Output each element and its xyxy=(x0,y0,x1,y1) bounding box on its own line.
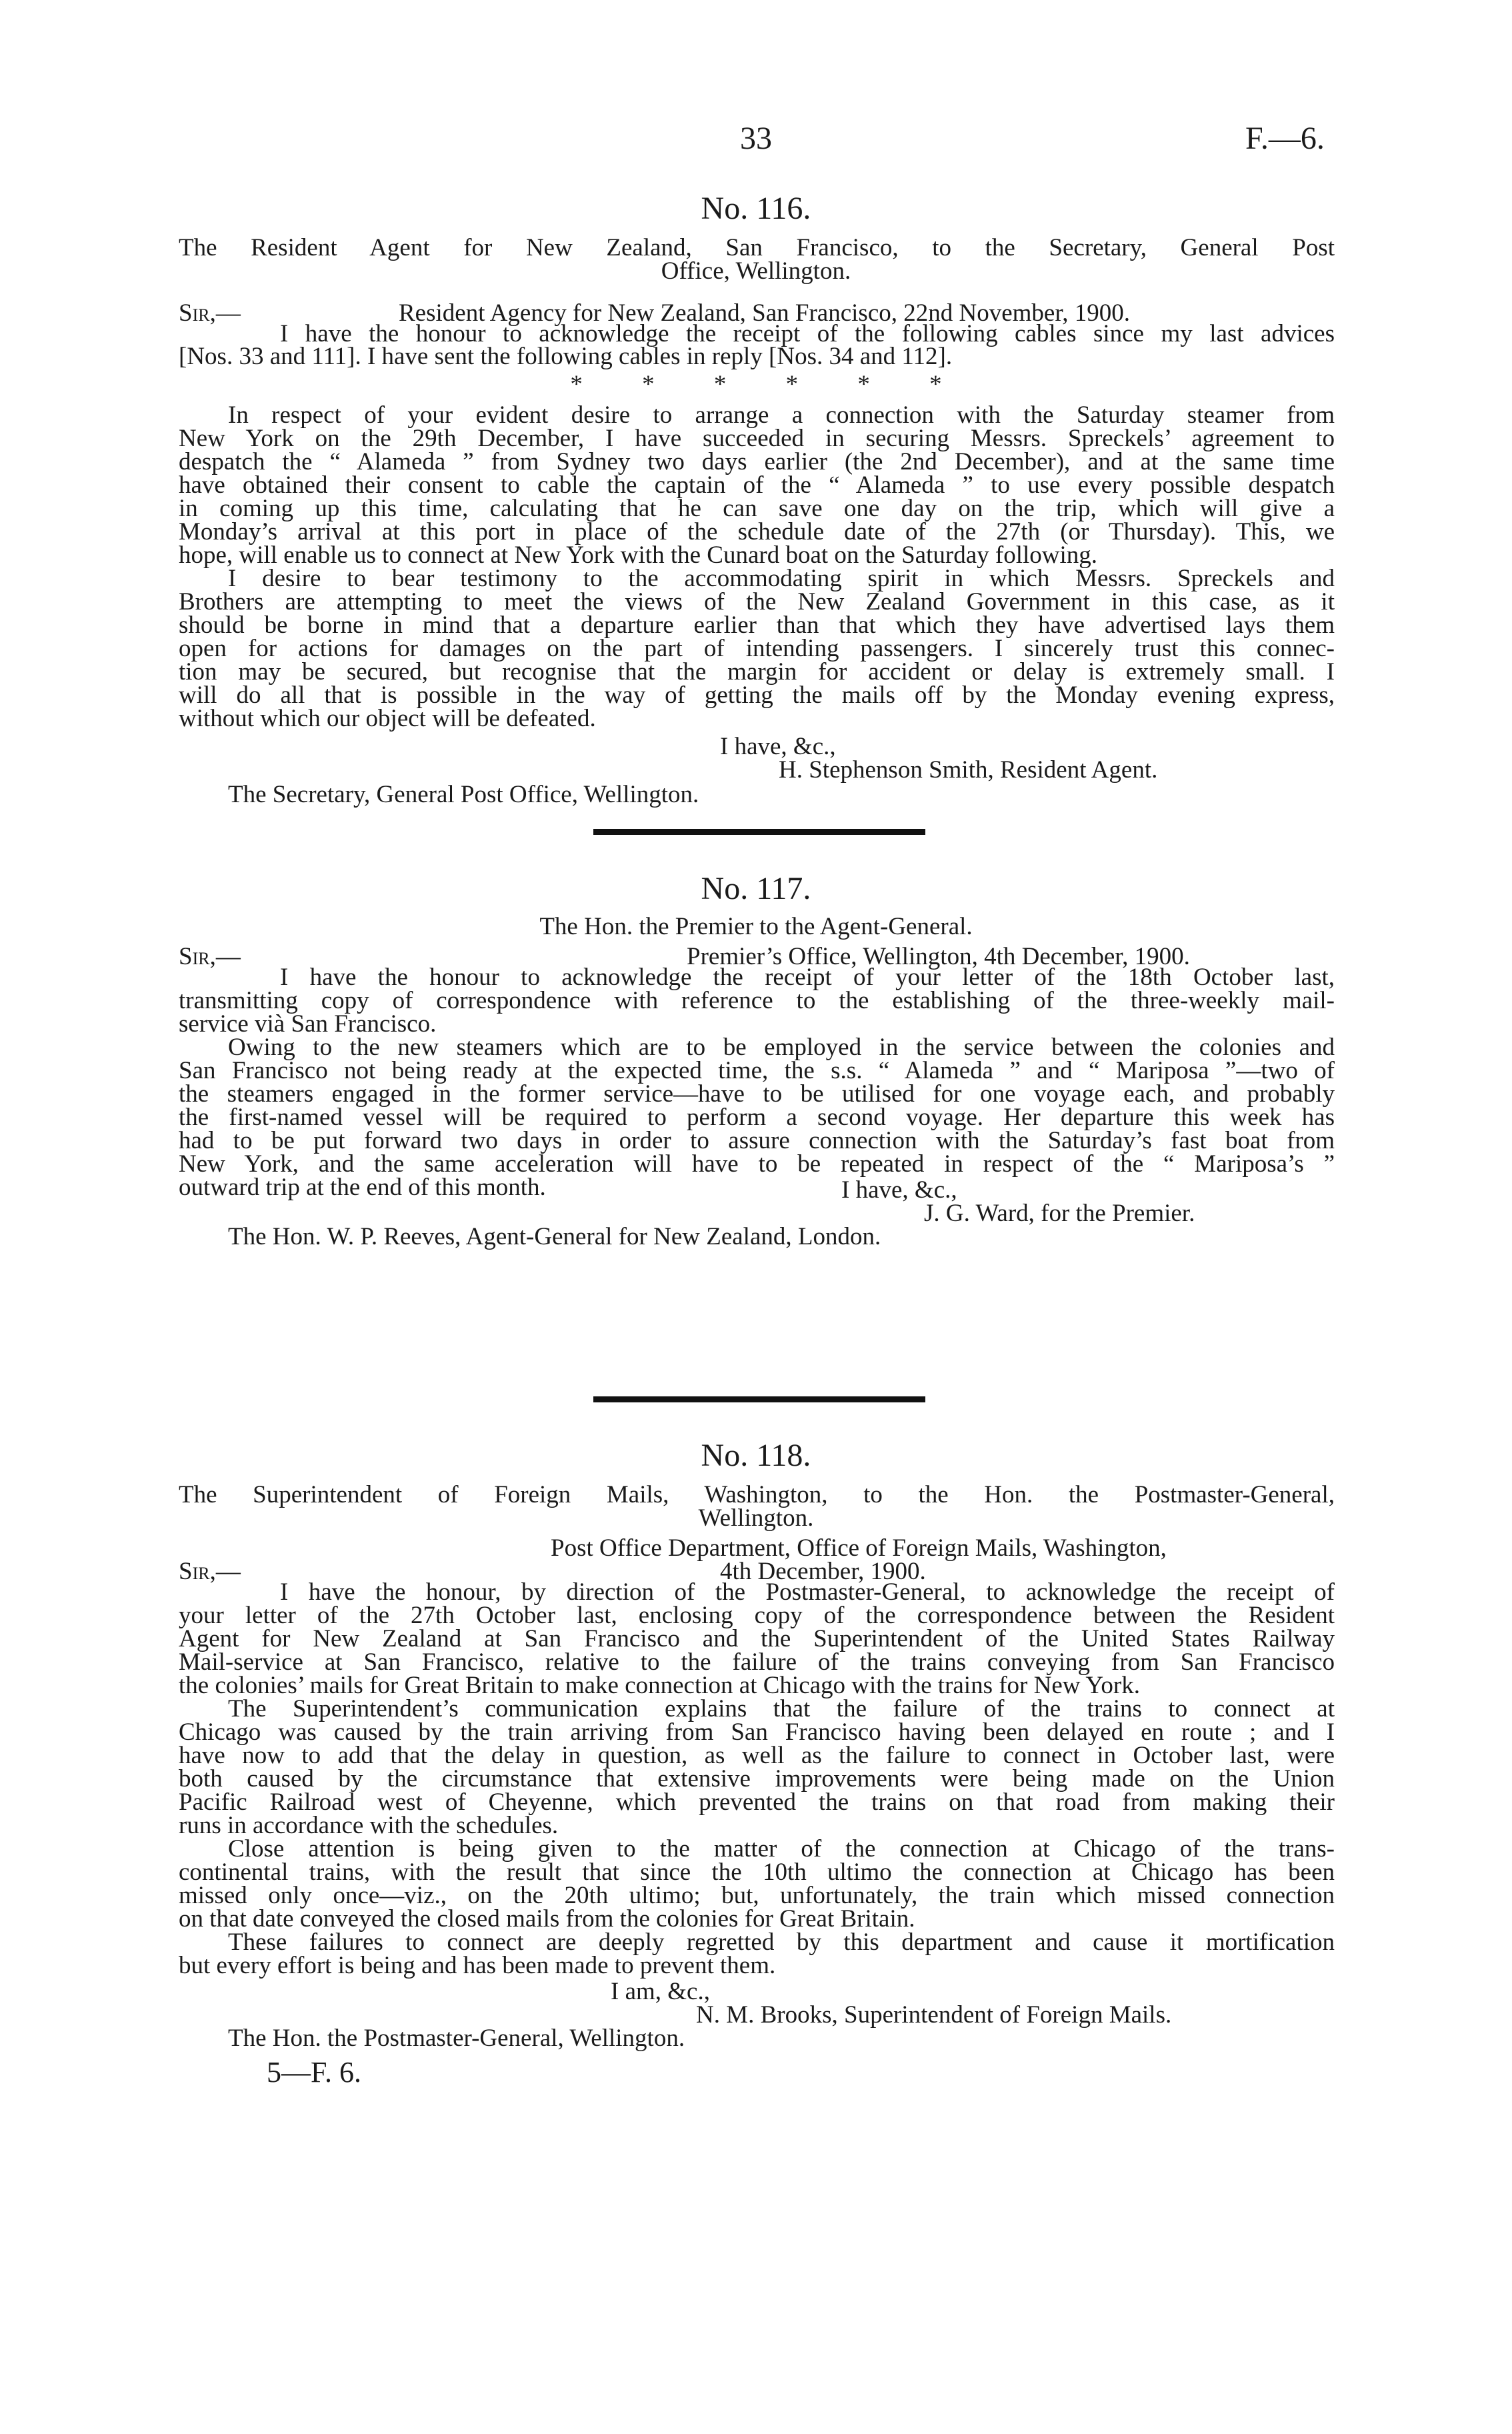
body-line: the first-named vessel will be required to perform a second voyage. Her departure this week has xyxy=(179,1104,1335,1131)
body-line: I have the honour to acknowledge the receipt of your letter of the 18th October last, xyxy=(280,964,1335,991)
letter-heading-cont: Wellington. xyxy=(698,1504,814,1532)
body-line: runs in accordance with the schedules. xyxy=(179,1812,559,1839)
body-line: The Superintendent’s communication explains that the failure of the trains to connect at xyxy=(228,1695,1335,1722)
body-line: hope, will enable us to connect at New York with the Cunard boat on the Saturday following. xyxy=(179,541,1097,569)
closing: I have, &c., xyxy=(720,733,836,760)
body-line: the colonies’ mails for Great Britain to make connection at Chicago with the trains for New York. xyxy=(179,1672,1140,1699)
body-line: outward trip at the end of this month. xyxy=(179,1174,546,1201)
signature: H. Stephenson Smith, Resident Agent. xyxy=(779,756,1158,784)
salutation: Sir,— xyxy=(179,1558,241,1585)
place-date-cont: 4th December, 1900. xyxy=(720,1558,926,1585)
body-line: Pacific Railroad west of Cheyenne, which prevented the trains on that road from making their xyxy=(179,1788,1335,1816)
letter-heading: The Resident Agent for New Zealand, San Francisco, to the Secretary, General Post xyxy=(179,234,1335,261)
body-line: I have the honour, by direction of the Postmaster-General, to acknowledge the receipt of xyxy=(280,1578,1335,1606)
closing: I have, &c., xyxy=(841,1176,957,1204)
body-line: open for actions for damages on the part of intending passengers. I sincerely trust this connec- xyxy=(179,635,1335,662)
body-line: Close attention is being given to the matter of the connection at Chicago of the trans- xyxy=(228,1835,1335,1863)
letter-heading: The Superintendent of Foreign Mails, Washington, to the Hon. the Postmaster-General, xyxy=(179,1481,1335,1508)
body-line: in coming up this time, calculating that he can save one day on the trip, which will give a xyxy=(179,495,1335,522)
body-line: Monday’s arrival at this port in place of the schedule date of the 27th (or Thursday). This, we xyxy=(179,518,1335,545)
body-line: had to be put forward two days in order to assure connection with the Saturday’s fast boat from xyxy=(179,1127,1335,1154)
section-divider xyxy=(593,1396,925,1402)
body-line: service vià San Francisco. xyxy=(179,1010,437,1038)
addressee: The Secretary, General Post Office, Wellington. xyxy=(228,781,699,808)
letter-heading: The Hon. the Premier to the Agent-General. xyxy=(539,913,973,940)
body-line: Brothers are attempting to meet the views of the New Zealand Government in this case, as it xyxy=(179,588,1335,616)
body-line: without which our object will be defeated. xyxy=(179,705,596,732)
body-line: Mail-service at San Francisco, relative to the failure of the trains conveying from San Francisco xyxy=(179,1648,1335,1676)
letter-number: No. 116. xyxy=(701,191,811,226)
body-line: These failures to connect are deeply regretted by this department and cause it mortification xyxy=(228,1929,1335,1956)
signature: N. M. Brooks, Superintendent of Foreign Mails. xyxy=(696,2001,1172,2029)
body-line: will do all that is possible in the way of getting the mails off by the Monday evening express, xyxy=(179,682,1335,709)
section-divider xyxy=(593,829,925,835)
body-line: New York, and the same acceleration will have to be repeated in respect of the “ Mariposa’s ” xyxy=(179,1150,1335,1178)
body-line: both caused by the circumstance that extensive improvements were being made on the Union xyxy=(179,1765,1335,1792)
addressee: The Hon. W. P. Reeves, Agent-General for New Zealand, London. xyxy=(228,1223,881,1250)
body-line: on that date conveyed the closed mails from the colonies for Great Britain. xyxy=(179,1905,915,1933)
printer-signature-mark: 5—F. 6. xyxy=(267,2056,361,2089)
body-line: missed only once—viz., on the 20th ultimo; but, unfortunately, the train which missed connection xyxy=(179,1882,1335,1909)
body-line: the steamers engaged in the former service—have to be utilised for one voyage each, and probably xyxy=(179,1080,1335,1108)
body-line: I have the honour to acknowledge the receipt of the following cables since my last advices xyxy=(280,320,1335,347)
closing: I am, &c., xyxy=(611,1978,710,2005)
salutation: Sir,— xyxy=(179,943,241,970)
letter-heading-cont: Office, Wellington. xyxy=(661,257,851,285)
body-line: Agent for New Zealand at San Francisco and the Superintendent of the United States Railway xyxy=(179,1625,1335,1652)
body-line: In respect of your evident desire to arrange a connection with the Saturday steamer from xyxy=(228,401,1335,429)
place-date: Post Office Department, Office of Foreign Mails, Washington, xyxy=(551,1534,1167,1562)
page-number: 33 xyxy=(740,121,772,156)
body-line: [Nos. 33 and 111]. I have sent the following cables in reply [Nos. 34 and 112]. xyxy=(179,343,953,370)
document-reference: F.—6. xyxy=(1245,121,1325,156)
body-line: Owing to the new steamers which are to be employed in the service between the colonies and xyxy=(228,1034,1335,1061)
body-line: I desire to bear testimony to the accommodating spirit in which Messrs. Spreckels and xyxy=(228,565,1335,592)
body-line: transmitting copy of correspondence with reference to the establishing of the three-weekly mail- xyxy=(179,987,1335,1014)
body-line: San Francisco not being ready at the expected time, the s.s. “ Alameda ” and “ Mariposa ”—two of xyxy=(179,1057,1335,1084)
body-line: despatch the “ Alameda ” from Sydney two days earlier (the 2nd December), and at the same time xyxy=(179,448,1335,475)
body-line: Chicago was caused by the train arriving from San Francisco having been delayed en route ; and I xyxy=(179,1718,1335,1746)
body-line: should be borne in mind that a departure earlier than that which they have advertised lays them xyxy=(179,612,1335,639)
body-line: continental trains, with the result that since the 10th ultimo the connection at Chicago has been xyxy=(179,1859,1335,1886)
body-line: your letter of the 27th October last, enclosing copy of the correspondence between the Resident xyxy=(179,1602,1335,1629)
place-date: Resident Agency for New Zealand, San Francisco, 22nd November, 1900. xyxy=(399,299,1130,327)
body-line: but every effort is being and has been made to prevent them. xyxy=(179,1952,776,1979)
body-line: New York on the 29th December, I have succeeded in securing Messrs. Spreckels’ agreement to xyxy=(179,425,1335,452)
signature: J. G. Ward, for the Premier. xyxy=(924,1200,1195,1227)
letter-number: No. 117. xyxy=(701,871,811,906)
letter-number: No. 118. xyxy=(701,1438,811,1473)
salutation: Sir,— xyxy=(179,299,241,327)
body-line: tion may be secured, but recognise that the margin for accident or delay is extremely small. I xyxy=(179,658,1335,686)
body-line: have obtained their consent to cable the captain of the “ Alameda ” to use every possible despatch xyxy=(179,471,1335,499)
addressee: The Hon. the Postmaster-General, Wellington. xyxy=(228,2025,685,2052)
place-date: Premier’s Office, Wellington, 4th December, 1900. xyxy=(687,943,1190,970)
body-line: have now to add that the delay in question, as well as the failure to connect in October last, were xyxy=(179,1742,1335,1769)
asterisks-divider: * * * * * * xyxy=(570,371,942,398)
